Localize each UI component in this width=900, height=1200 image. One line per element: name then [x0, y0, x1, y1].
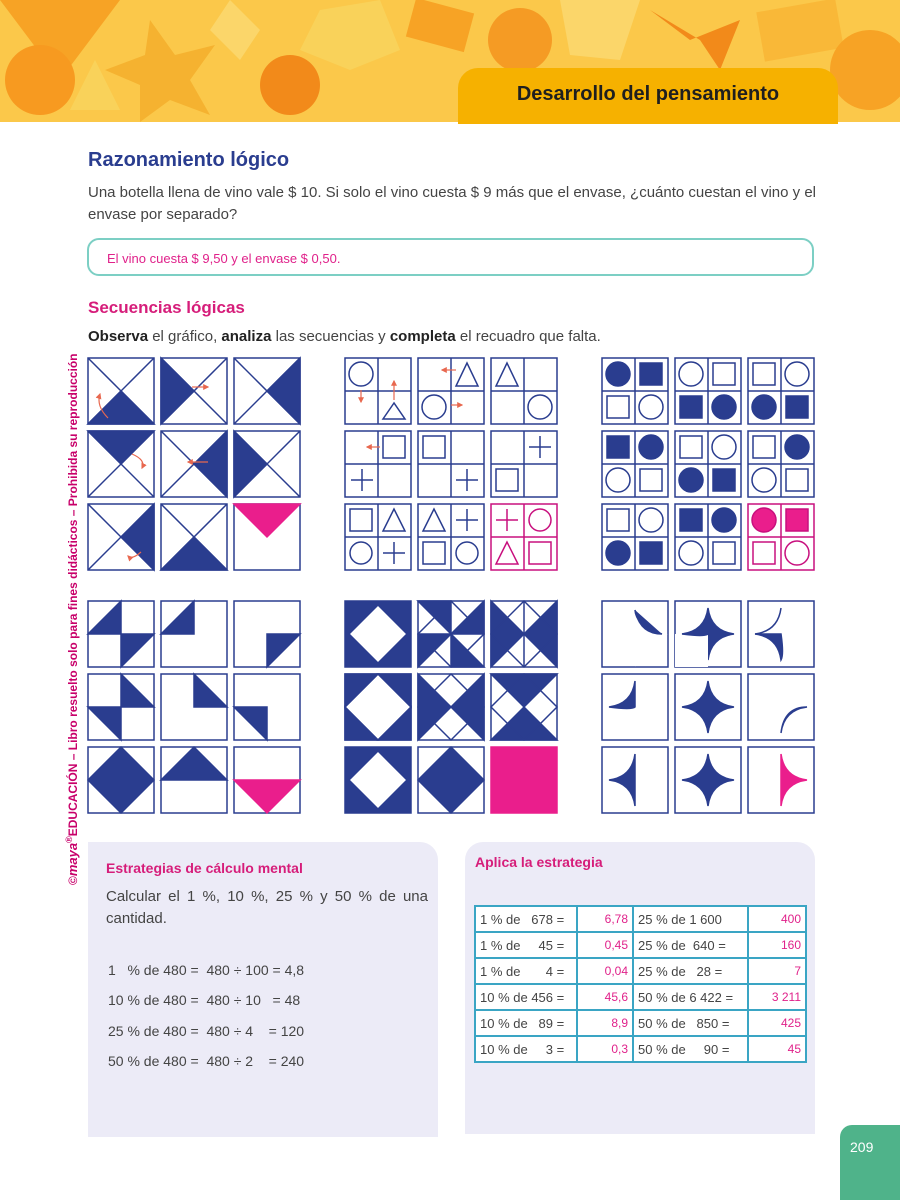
- instruction-text-1: el gráfico,: [148, 328, 222, 345]
- answer-cell: 7: [748, 958, 806, 984]
- exercise-cell: 1 % de 45 =: [475, 932, 577, 958]
- answer-cell: 0,3: [577, 1036, 633, 1062]
- answer-cell: 6,78: [577, 906, 633, 932]
- exercise-cell: 1 % de 4 =: [475, 958, 577, 984]
- exercise-cell: 25 % de 1 600: [633, 906, 748, 932]
- table-row: [475, 906, 806, 932]
- puzzle-1-triangles: [88, 358, 300, 570]
- registered-mark: ®: [64, 836, 74, 843]
- exercise-cell: 10 % de 89 =: [475, 1010, 577, 1036]
- answer-cell: 45: [748, 1036, 806, 1062]
- puzzle-3-circles-squares: [602, 358, 814, 570]
- apply-table: [474, 905, 807, 1063]
- table-row: [475, 1010, 806, 1036]
- answer-cell: 8,9: [577, 1010, 633, 1036]
- puzzle-4-half-triangles: [88, 601, 300, 813]
- exercise-cell: 10 % de 456 =: [475, 984, 577, 1010]
- copyright-prefix: ©: [66, 876, 80, 885]
- strategies-description: Calcular el 1 %, 10 %, 25 % y 50 % de una cantidad.: [106, 888, 428, 927]
- exercise-cell: 25 % de 28 =: [633, 958, 748, 984]
- sequences-title: Secuencias lógicas: [88, 298, 245, 317]
- instruction-observe: Observa: [88, 328, 149, 345]
- strategies-title: Estrategias de cálculo mental: [106, 860, 303, 876]
- strategy-line: 50 % de 480 = 480 ÷ 2 = 240: [108, 1053, 305, 1069]
- side-note-text: EDUCACIÓN – Libro resuelto solo para fines didácticos – Prohibida su reproducción: [66, 353, 80, 837]
- answer-cell: 0,04: [577, 958, 633, 984]
- answer-cell: 3 211: [748, 984, 806, 1010]
- page-number-tab: [840, 1125, 900, 1200]
- apply-strategy-panel: [465, 842, 815, 1134]
- exercise-cell: 1 % de 678 =: [475, 906, 577, 932]
- exercise-cell: 25 % de 640 =: [633, 932, 748, 958]
- answer-text: El vino cuesta $ 9,50 y el envase $ 0,50.: [107, 251, 341, 266]
- answer-cell: 160: [748, 932, 806, 958]
- instruction-text-3: el recuadro que falta.: [455, 328, 601, 345]
- puzzle-5-diamonds: [345, 601, 557, 813]
- section-title: Desarrollo del pensamiento: [516, 83, 780, 105]
- reasoning-problem: Una botella llena de vino vale $ 10. Si solo el vino cuesta $ 9 más que el envase, ¿cuánto cuestan el vino y el envase por separado?: [88, 184, 816, 223]
- strategy-line: 10 % de 480 = 480 ÷ 10 = 48: [108, 992, 301, 1008]
- exercise-cell: 10 % de 3 =: [475, 1036, 577, 1062]
- instruction-analyze: analiza: [221, 328, 272, 345]
- table-row: [475, 958, 806, 984]
- mental-math-panel: [88, 842, 438, 1137]
- apply-title: Aplica la estrategia: [475, 854, 603, 870]
- answer-cell: 0,45: [577, 932, 633, 958]
- reasoning-title: Razonamiento lógico: [88, 149, 290, 171]
- puzzle-2-shapes: [345, 358, 557, 570]
- table-row: [475, 984, 806, 1010]
- answer-cell: 45,6: [577, 984, 633, 1010]
- exercise-cell: 50 % de 850 =: [633, 1010, 748, 1036]
- answer-cell: 425: [748, 1010, 806, 1036]
- exercise-cell: 50 % de 6 422 =: [633, 984, 748, 1010]
- answer-cell: 400: [748, 906, 806, 932]
- strategy-line: 25 % de 480 = 480 ÷ 4 = 120: [108, 1023, 305, 1039]
- strategy-line: 1 % de 480 = 480 ÷ 100 = 4,8: [108, 962, 305, 978]
- exercise-cell: 50 % de 90 =: [633, 1036, 748, 1062]
- page-number: 209: [850, 1139, 874, 1155]
- table-row: [475, 932, 806, 958]
- instruction-text-2: las secuencias y: [271, 328, 390, 345]
- puzzle-6-curved-stars: [602, 601, 814, 813]
- brand-name: maya: [65, 842, 80, 877]
- table-row: [475, 1036, 806, 1062]
- instruction-complete: completa: [389, 328, 456, 345]
